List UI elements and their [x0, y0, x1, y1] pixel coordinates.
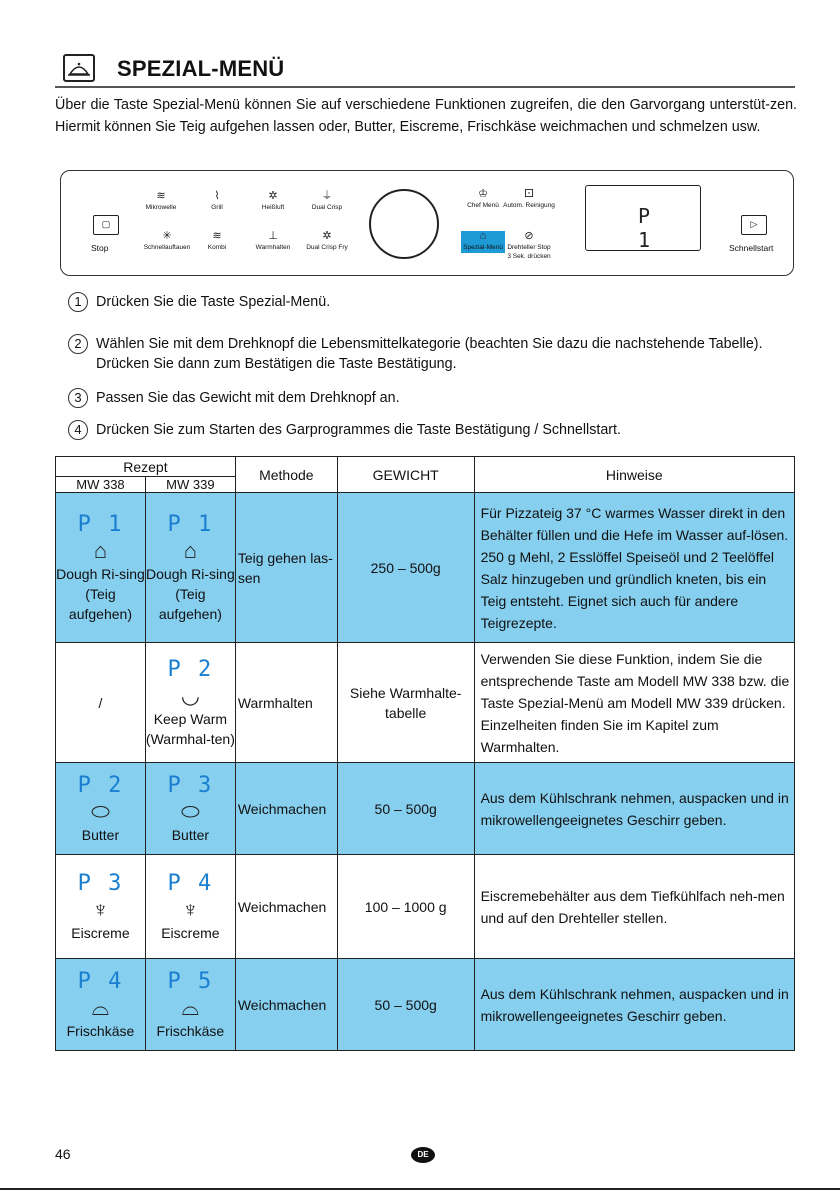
- butter-icon: ⬭: [91, 798, 110, 824]
- stop-label: Stop: [91, 243, 109, 253]
- program-cell: P 1 ⌂ Dough Ri-sing (Teig aufgehen): [145, 493, 235, 643]
- table-row: P 3 ♆ Eiscreme P 4 ♆ Eiscreme Weichmachen 100 – 1000 g Eiscremebehälter aus dem Tiefkühlfach neh-men und auf den Drehteller stellen.: [56, 855, 795, 959]
- microwave-icon: ≋: [156, 190, 166, 202]
- schnellauftauen-button: ✳ Schnellauftauen: [137, 229, 197, 252]
- program-cell: P 3 ♆ Eiscreme: [56, 855, 146, 959]
- chef-menu-button: ♔ Chef Menü: [453, 187, 513, 210]
- program-cell: P 3 ⬭ Butter: [145, 763, 235, 855]
- section-header: [55, 50, 795, 92]
- page-number: 46: [55, 1146, 71, 1162]
- bottom-divider: [0, 1188, 840, 1190]
- header-hinweise: Hinweise: [474, 457, 794, 493]
- combi-icon: ≋: [212, 230, 222, 242]
- program-cell: P 2 ◡ Keep Warm (Warmhal-ten): [145, 643, 235, 763]
- fan-icon: ✲: [268, 190, 278, 202]
- drehteller-stop-button: ⊘ Drehteller Stop 3 Sek. drücken: [499, 229, 559, 261]
- page-title: SPEZIAL-MENÜ: [117, 56, 285, 81]
- program-cell: P 1 ⌂ Dough Ri-sing (Teig aufgehen): [56, 493, 146, 643]
- program-cell: /: [56, 643, 146, 763]
- cloche-icon: ⌂: [183, 537, 198, 563]
- auto-clean-button: ⚀ Autom. Reinigung: [499, 187, 559, 210]
- intro-paragraph: Über die Taste Spezial-Menü können Sie auf verschiedene Funktionen zugreifen, die den Garvorgang unterstüt-zen. Hiermit können Sie Teig aufgehen lassen oder, Butter, Eiscreme, Frischkäse weichmachen und schmelzen usw.: [55, 97, 797, 135]
- header-mw338: MW 338: [56, 477, 146, 493]
- program-cell: P 2 ⬭ Butter: [56, 763, 146, 855]
- grill-button: ⌇ Grill: [187, 189, 247, 212]
- cloche-icon: ⌂: [93, 537, 108, 563]
- keep-warm-icon: ⊥: [268, 230, 278, 242]
- cheese-icon: ⌓: [91, 994, 110, 1020]
- dual-crisp-fry-button: ✲ Dual Crisp Fry: [297, 229, 357, 252]
- stop-button: ▢: [93, 215, 119, 235]
- heissluft-button: ✲ Heißluft: [243, 189, 303, 212]
- header-rezept: Rezept: [56, 457, 236, 477]
- rotary-knob: [369, 189, 439, 259]
- chef-hat-icon: ♔: [478, 188, 488, 200]
- clean-icon: ⚀: [524, 188, 534, 200]
- crisp-icon: ⏚: [321, 190, 333, 202]
- cloche-icon: ⌂: [479, 230, 487, 242]
- table-row: P 4 ⌓ Frischkäse P 5 ⌓ Frischkäse Weichmachen 50 – 500g Aus dem Kühlschrank nehmen, auspacken und in mikrowellengeeignetes Geschirr geben.: [56, 959, 795, 1051]
- program-cell: P 4 ⌓ Frischkäse: [56, 959, 146, 1051]
- cheese-icon: ⌓: [181, 994, 200, 1020]
- header-divider: [55, 86, 795, 88]
- table-row: P 1 ⌂ Dough Ri-sing (Teig aufgehen) P 1 ⌂ Dough Ri-sing (Teig aufgehen) Teig gehen las-sen 250 – 500g Für Pizzateig 37 °C warmes Wasser direkt in den Behälter füllen und die Hefe im Wasser auf-lösen. 250 g Mehl, 2 Esslöffel Speiseöl und 2 Teelöffel Salz hinzugeben und gründlich kneten, bis ein Teig entsteht. Eignet sich auch für andere Teigrezepte.: [56, 493, 795, 643]
- warmhalten-button: ⊥ Warmhalten: [243, 229, 303, 252]
- display-value: P 1: [638, 204, 661, 252]
- butter-icon: ⬭: [180, 798, 200, 824]
- table-row: P 2 ⬭ Butter P 3 ⬭ Butter Weichmachen 50 – 500g Aus dem Kühlschrank nehmen, auspacken und in mikrowellengeeignetes Geschirr geben.: [56, 763, 795, 855]
- start-button: ▷: [741, 215, 767, 235]
- plate-icon: ◡: [180, 682, 200, 708]
- control-panel: [60, 170, 794, 276]
- header-methode: Methode: [235, 457, 337, 493]
- header-gewicht: GEWICHT: [337, 457, 474, 493]
- mikrowelle-button: ≋ Mikrowelle: [131, 189, 191, 212]
- cloche-icon: [63, 54, 95, 82]
- program-table: [55, 456, 795, 1051]
- turntable-icon: ⊘: [524, 230, 534, 242]
- dual-crisp-button: ⏚ Dual Crisp: [297, 189, 357, 212]
- lcd-display: [585, 185, 701, 251]
- program-cell: P 5 ⌓ Frischkäse: [145, 959, 235, 1051]
- header-mw339: MW 339: [145, 477, 235, 493]
- defrost-icon: ✳: [162, 230, 172, 242]
- program-cell: P 4 ♆ Eiscreme: [145, 855, 235, 959]
- language-badge: DE: [411, 1147, 435, 1163]
- kombi-button: ≋ Kombi: [187, 229, 247, 252]
- start-label: Schnellstart: [729, 243, 774, 253]
- grill-icon: ⌇: [214, 190, 220, 202]
- drehteller-sub-label: 3 Sek. drücken: [507, 253, 551, 260]
- ice-cream-icon: ♆: [92, 896, 109, 922]
- ice-cream-icon: ♆: [182, 896, 199, 922]
- crisp-fry-icon: ✲: [322, 230, 332, 242]
- table-row: / P 2 ◡ Keep Warm (Warmhal-ten) Warmhalten Siehe Warmhalte-tabelle Verwenden Sie diese Funktion, indem Sie die entsprechende Taste am Modell MW 338 bzw. die Taste Spezial-Menü am Modell MW 339 drücken. Einzelheiten finden Sie im Kapitel zum Warmhalten.: [56, 643, 795, 763]
- spezial-menu-button: ⌂ Spezial-Menü: [453, 229, 513, 252]
